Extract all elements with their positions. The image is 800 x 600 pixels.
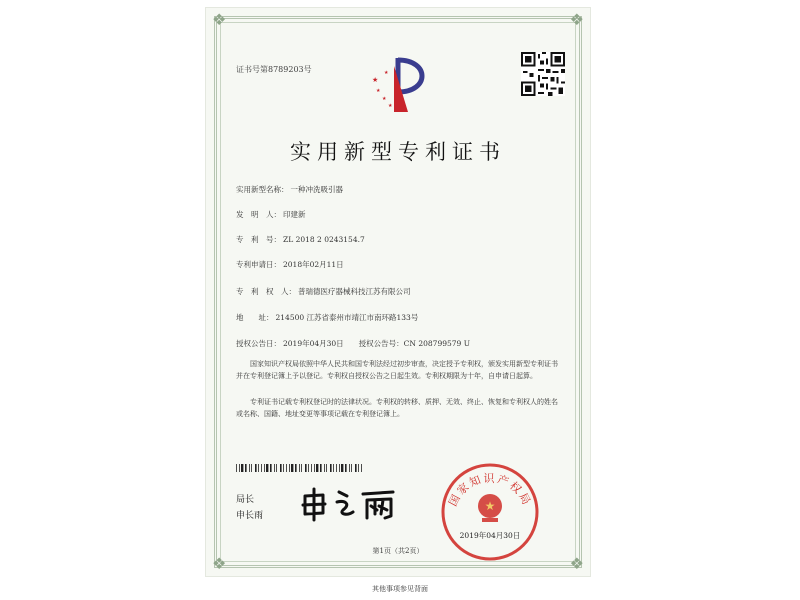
svg-text:★: ★ <box>382 96 387 102</box>
corner-ornament-icon: ❖ <box>212 554 227 573</box>
signature-icon <box>301 486 411 522</box>
barcode-stripe <box>305 464 307 472</box>
barcode-stripe <box>239 464 240 472</box>
barcode-stripe <box>301 464 302 472</box>
corner-ornament-icon: ❖ <box>569 554 584 573</box>
seal-date: 2019年04月30日 <box>459 531 521 540</box>
barcode-stripe <box>311 464 312 472</box>
barcode-stripe <box>320 464 322 472</box>
barcode-stripe <box>245 464 247 472</box>
field-utility-model-name <box>236 184 343 195</box>
barcode-stripe <box>241 464 243 472</box>
barcode-stripe <box>249 464 250 472</box>
barcode-stripe <box>264 464 265 472</box>
barcode-stripe <box>276 464 277 472</box>
barcode-stripe <box>345 464 347 472</box>
footnote: 其他事项参见背面 <box>372 585 428 593</box>
barcode-stripe <box>236 464 237 472</box>
field-label: 专利申请日： <box>236 260 281 269</box>
field-value: 214500 江苏省泰州市靖江市南环路133号 <box>275 313 419 322</box>
barcode-stripe <box>291 464 293 472</box>
field-label: 地 址： <box>236 313 274 322</box>
field-application-date <box>236 259 344 270</box>
field-address <box>236 312 418 323</box>
barcode-stripe <box>341 464 343 472</box>
barcode-stripe <box>258 464 259 472</box>
field-patent-number <box>236 234 365 245</box>
barcode-stripe <box>295 464 297 472</box>
corner-ornament-icon: ❖ <box>212 10 227 29</box>
barcode-stripe <box>261 464 262 472</box>
patent-emblem-icon <box>368 52 434 118</box>
corner-ornament-icon: ❖ <box>569 10 584 29</box>
signer-name: 申长雨 <box>236 511 264 521</box>
barcode-stripe <box>266 464 268 472</box>
field-label: 实用新型名称： <box>236 185 289 194</box>
qr-code-icon <box>521 52 565 96</box>
field-label: 专 利 权 人： <box>236 287 296 296</box>
certificate-number: 证书号第8789203号 <box>236 65 312 74</box>
barcode-stripe <box>361 464 362 472</box>
barcode-stripe <box>324 464 325 472</box>
svg-text:★: ★ <box>372 76 379 84</box>
field-value: 印建新 <box>283 210 306 219</box>
page-number: 第1页（共2页） <box>372 547 424 555</box>
field-inventor <box>236 209 306 220</box>
field-grant-date <box>236 338 470 349</box>
barcode-stripe <box>299 464 300 472</box>
field-value: 一种冲洗吸引器 <box>290 185 343 194</box>
field-label: 授权公告日： <box>236 339 281 348</box>
svg-text:★: ★ <box>484 499 496 513</box>
barcode-stripe <box>333 464 334 472</box>
barcode-stripe <box>330 464 332 472</box>
barcode-stripe <box>251 464 252 472</box>
signer-title: 局长 <box>236 495 255 505</box>
barcode-stripe <box>336 464 337 472</box>
legal-status-paragraph: 专利证书记载专利权登记时的法律状况。专利权的转移、质押、无效、终止、恢复和专利权人的姓名或名称、国籍、地址变更等事项记载在专利登记簿上。 <box>236 398 558 418</box>
svg-text:★: ★ <box>388 103 393 109</box>
barcode-stripe <box>308 464 309 472</box>
barcode-stripe <box>355 464 357 472</box>
seal-text-path: 国家知识产权局 <box>446 472 534 509</box>
barcode-stripe <box>286 464 287 472</box>
barcode-stripe <box>280 464 282 472</box>
barcode-stripe <box>339 464 340 472</box>
svg-text:★: ★ <box>376 88 381 94</box>
national-emblem-icon <box>478 494 502 522</box>
field-label: 发 明 人： <box>236 210 281 219</box>
patent-certificate <box>206 8 590 576</box>
field-value: 2018年02月11日 <box>283 260 344 269</box>
field-label: 专 利 号： <box>236 235 281 244</box>
barcode-stripe <box>351 464 352 472</box>
grant-paragraph: 国家知识产权局依照中华人民共和国专利法经过初步审查，决定授予专利权，颁发实用新型专利证书并在专利登记簿上予以登记。专利权自授权公告之日起生效。专利权期限为十年，自申请日起算。 <box>236 360 558 380</box>
field-patentee <box>236 286 411 297</box>
barcode-stripe <box>283 464 284 472</box>
barcode-stripe <box>314 464 315 472</box>
svg-text:★: ★ <box>384 70 389 76</box>
certificate-title: 实用新型专利证书 <box>290 140 506 164</box>
barcode-stripe <box>289 464 290 472</box>
field-value: 2019年04月30日 授权公告号：CN 208799579 U <box>283 339 471 348</box>
barcode-stripe <box>349 464 350 472</box>
barcode-stripe <box>358 464 359 472</box>
barcode-stripe <box>274 464 275 472</box>
barcode-stripe <box>270 464 272 472</box>
field-value: ZL 2018 2 0243154.7 <box>283 235 365 244</box>
barcode-stripe <box>326 464 327 472</box>
barcode-icon <box>236 464 362 472</box>
barcode-stripe <box>255 464 257 472</box>
barcode-stripe <box>316 464 318 472</box>
field-value: 普瑞德医疗器械科技江苏有限公司 <box>298 287 411 296</box>
